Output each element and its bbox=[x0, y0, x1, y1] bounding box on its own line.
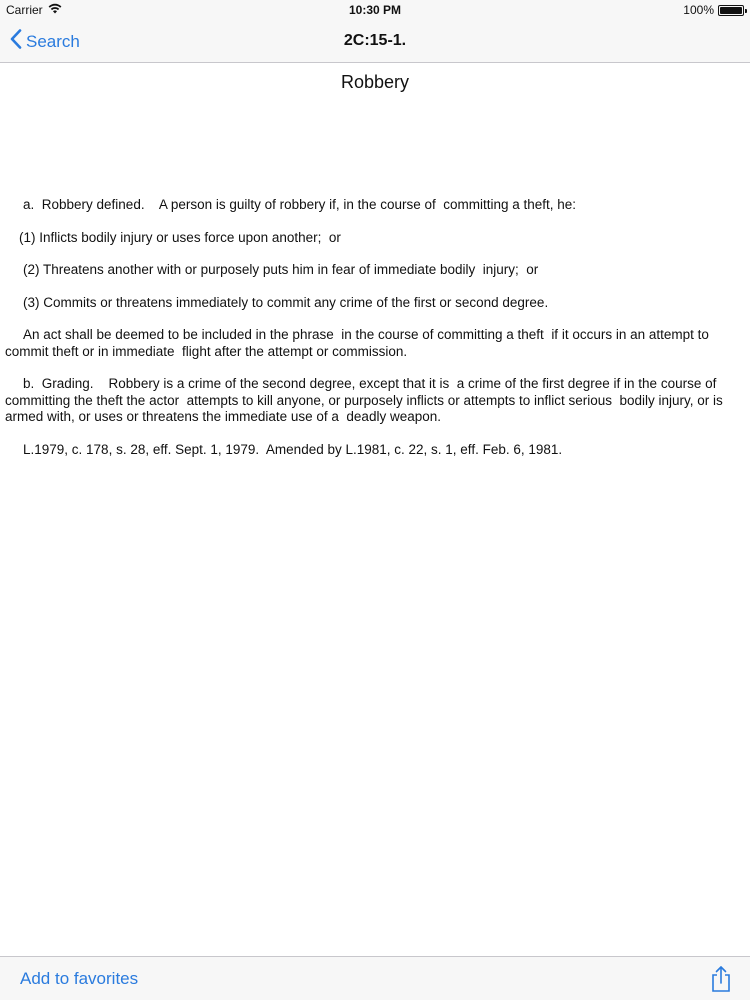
status-bar bbox=[0, 0, 750, 20]
share-button[interactable] bbox=[710, 965, 732, 993]
paragraph-a: a. Robbery defined. A person is guilty of robbery if, in the course of committing a theft, he: bbox=[23, 197, 577, 212]
paragraph-1: (1) Inflicts bodily injury or uses force upon another; or bbox=[19, 229, 341, 245]
document-body bbox=[5, 197, 745, 474]
paragraph-2: (2) Threatens another with or purposely puts him in fear of immediate bodily injury; or bbox=[23, 262, 539, 277]
page-title: 2C:15-1. bbox=[343, 32, 407, 49]
paragraph-3: (3) Commits or threatens immediately to commit any crime of the first or second degree. bbox=[23, 294, 549, 310]
battery-percent: 100% bbox=[683, 3, 714, 17]
back-button-label: Search bbox=[26, 31, 80, 51]
paragraph-b: b. Grading. Robbery is a crime of the second degree, except that it is a crime of the first degree if in the course of committing the theft the actor attempts to kill anyone, or purposely inflicts or attempts to inflict serious bodily injury, or is armed with, or uses or threatens the immediate use of a deadly weapon. bbox=[5, 376, 727, 424]
status-time: 10:30 PM bbox=[348, 3, 402, 17]
carrier-label: Carrier bbox=[6, 3, 43, 17]
battery-icon bbox=[718, 5, 744, 16]
share-icon bbox=[710, 980, 732, 997]
document-view[interactable] bbox=[0, 64, 750, 956]
paragraph-citation: L.1979, c. 178, s. 28, eff. Sept. 1, 1979. Amended by L.1981, c. 22, s. 1, eff. Feb. 6, 1981. bbox=[23, 441, 563, 457]
navigation-bar bbox=[0, 20, 750, 63]
paragraph-definition: An act shall be deemed to be included in the phrase in the course of committing a theft if it occurs in an attempt to commit theft or in immediate flight after the attempt or commission. bbox=[5, 327, 713, 359]
document-title: Robbery bbox=[340, 72, 410, 92]
status-right bbox=[683, 3, 744, 17]
bottom-toolbar bbox=[0, 956, 750, 1000]
add-to-favorites-button[interactable]: Add to favorites bbox=[20, 969, 139, 988]
